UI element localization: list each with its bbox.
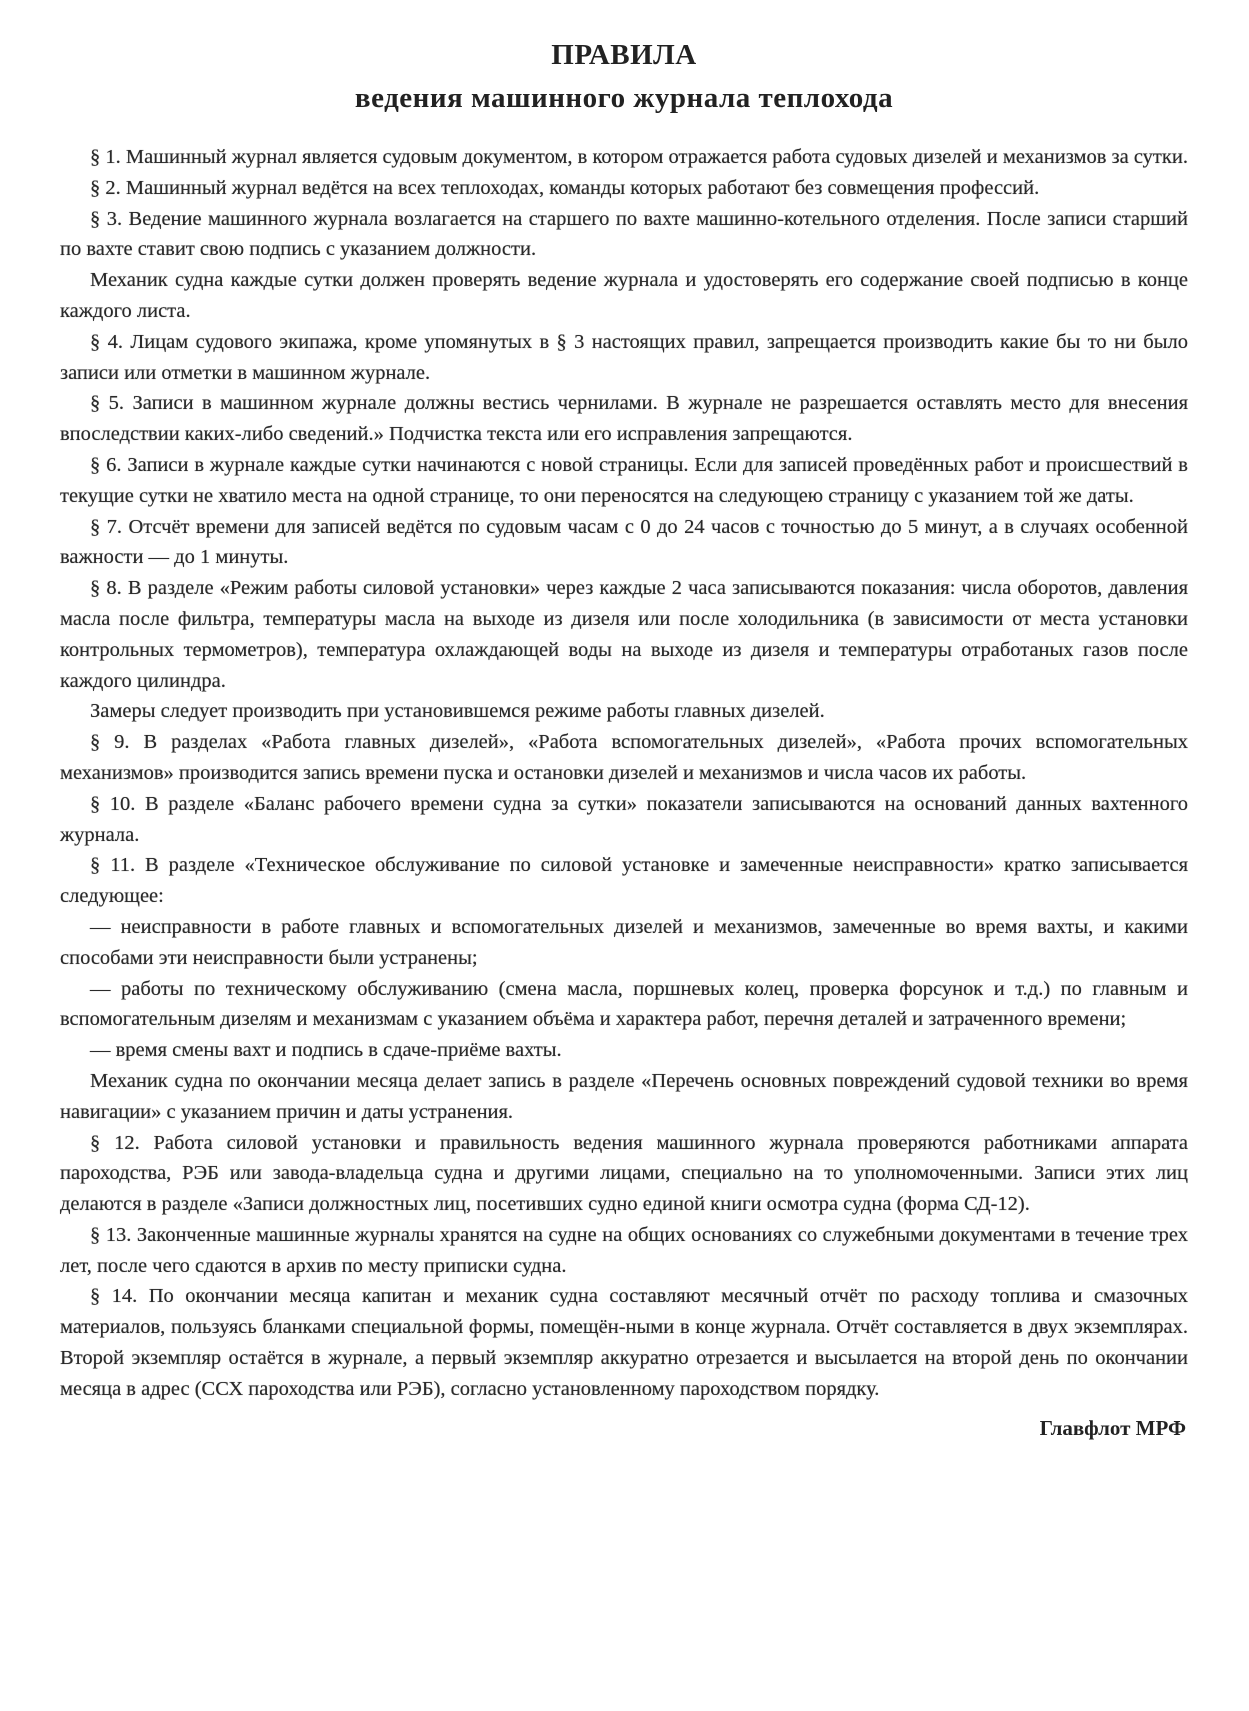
signature: Главфлот МРФ xyxy=(1039,1415,1186,1440)
paragraph-6: § 6. Записи в журнале каждые сутки начинаются с новой страницы. Если для записей проведённых работ и происшествий в текущие сутки не хватило места на одной странице, то они переносятся на следующею страницу с указанием той же даты. xyxy=(60,453,1188,507)
paragraph-5: § 5. Записи в машинном журнале должны вестись чернилами. В журнале не разрешается оставлять место для внесения впоследствии каких-либо сведений.» Подчистка текста или его исправления запрещаются. xyxy=(60,392,1188,446)
watermark xyxy=(640,1465,644,1480)
paragraph-3-note: Механик судна каждые сутки должен проверять ведение журнала и удостоверять его содержание своей подписью в конце каждого листа. xyxy=(60,269,1188,322)
paragraph-14: § 14. По окончании месяца капитан и механик судна составляют месячный отчёт по расходу топлива и смазочных материалов, пользуясь бланками специальной формы, помещён-ными в конце журнала. Отчёт составляется в двух экземплярах. Второй экземпляр остаётся в журнале, а первый экземпляр аккуратно отрезается и высылается на второй день по окончании месяца в адрес (ССХ пароходства или РЭБ), согласно установленному пароходством порядку. xyxy=(60,1285,1188,1400)
paragraph-3: § 3. Ведение машинного журнала возлагается на старшего по вахте машинно-котельного отделения. После записи старший по вахте ставит свою подпись с указанием должности. xyxy=(60,207,1188,261)
paragraph-8: § 8. В разделе «Режим работы силовой установки» через каждые 2 часа записываются показания: числа оборотов, давления масла после фильтра, температуры масла на выходе из дизеля или после холодильника (в зависимости от места установки контрольных термометров), температура охлаждающей воды на выходе из дизеля и температуры отработаных газов после каждого цилиндра. xyxy=(60,577,1188,692)
paragraph-11-item-2: — работы по техническому обслуживанию (смена масла, поршневых колец, проверка форсунок и т.д.) по главным и вспомогательным дизелям и механизмам с указанием объёма и характера работ, перечня деталей и затраченного времени; xyxy=(60,977,1188,1031)
document-title: ПРАВИЛА xyxy=(551,39,697,71)
paragraph-9: § 9. В разделах «Работа главных дизелей», «Работа вспомогательных дизелей», «Работа прочих вспомогательных механизмов» производится запись времени пуска и остановки дизелей и механизмов и числа часов их работы. xyxy=(60,731,1188,784)
paragraph-11: § 11. В разделе «Техническое обслуживание по силовой установке и замеченные неисправности» кратко записывается следующее: xyxy=(60,854,1188,908)
paragraph-11-note: Механик судна по окончании месяца делает запись в разделе «Перечень основных повреждений судовой техники во время навигации» с указанием причин и даты устранения. xyxy=(60,1069,1188,1123)
document-page xyxy=(60,0,1188,1443)
paragraph-10: § 10. В разделе «Баланс рабочего времени судна за сутки» показатели записываются на оснований данных вахтенного журнала. xyxy=(60,792,1188,846)
paragraph-11-item-3: — время смены вахт и подпись в сдаче-приёме вахты. xyxy=(90,1039,562,1062)
paragraph-7: § 7. Отсчёт времени для записей ведётся по судовым часам с 0 до 24 часов с точностью до 5 минут, а в случаях особенной важности — до 1 минуты. xyxy=(60,515,1188,569)
paragraph-12: § 12. Работа силовой установки и правильность ведения машинного журнала проверяются работниками аппарата пароходства, РЭБ или завода-владельца судна и другими лицами, специально на то уполномоченными. Записи этих лиц делаются в разделе «Записи должностных лиц, посетивших судно единой книги осмотра судна (форма СД-12). xyxy=(60,1131,1188,1216)
document-subtitle: ведения машинного журнала теплохода xyxy=(354,82,894,114)
paragraph-11-item-1: — неисправности в работе главных и вспомогательных дизелей и механизмов, замеченные во время вахты, и какими способами эти неисправности были устранены; xyxy=(60,915,1188,969)
paragraph-8-note: Замеры следует производить при установившемся режиме работы главных дизелей. xyxy=(90,700,825,723)
document-body xyxy=(60,142,1188,1405)
paragraph-2: § 2. Машинный журнал ведётся на всех теплоходах, команды которых работают без совмещения профессий. xyxy=(90,176,1040,199)
paragraph-1: § 1. Машинный журнал является судовым документом, в котором отражается работа судовых дизелей и механизмов за сутки. xyxy=(90,146,1188,168)
paragraph-4: § 4. Лицам судового экипажа, кроме упомянутых в § 3 настоящих правил, запрещается производить какие бы то ни было записи или отметки в машинном журнале. xyxy=(60,330,1188,384)
paragraph-13: § 13. Законченные машинные журналы хранятся на судне на общих основаниях со служебными документами в течение трех лет, после чего сдаются в архив по месту приписки судна. xyxy=(60,1223,1188,1277)
